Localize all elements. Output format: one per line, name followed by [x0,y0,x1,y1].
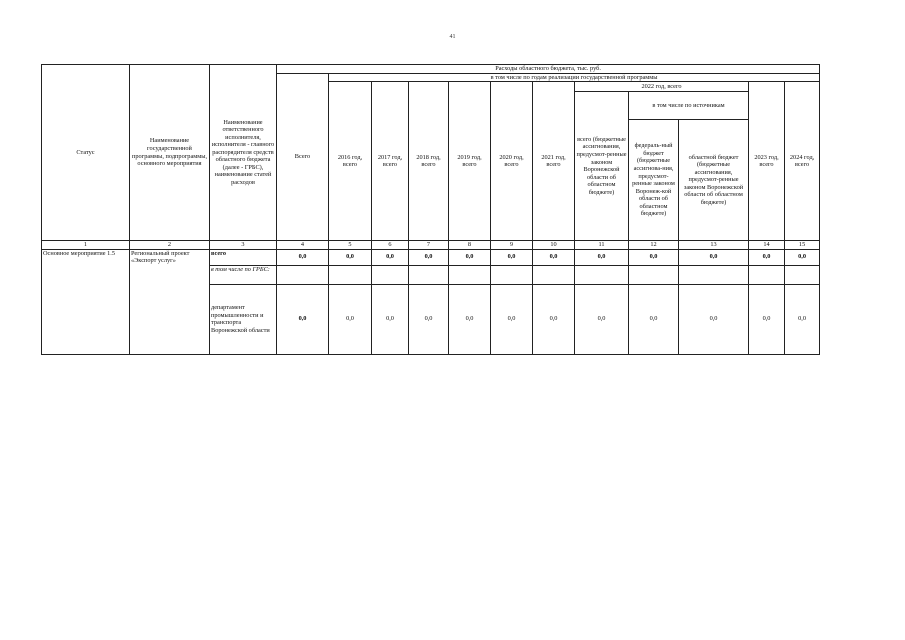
page-number: 41 [449,34,456,40]
value-cell: 0,0 [491,249,533,265]
row-department-label: департамент промышленности и транспорта Воронежской области [210,284,277,354]
column-number: 14 [749,241,785,250]
column-number: 7 [409,241,449,250]
value-cell: 0,0 [449,249,491,265]
value-cell: 0,0 [449,284,491,354]
value-cell: 0,0 [575,249,629,265]
value-cell: 0,0 [629,284,679,354]
column-number: 6 [372,241,409,250]
header-by-years: в том числе по годам реализации государственной программы [329,73,820,82]
column-number: 1 [42,241,130,250]
column-number: 15 [785,241,820,250]
header-status: Статус [42,65,130,241]
column-number: 13 [679,241,749,250]
column-number: 10 [533,241,575,250]
column-number: 3 [210,241,277,250]
column-number: 4 [277,241,329,250]
value-cell: 0,0 [575,284,629,354]
value-cell: 0,0 [533,284,575,354]
header-2019: 2019 год, всего [449,82,491,241]
table-row [42,249,820,265]
column-number: 5 [329,241,372,250]
column-number: 8 [449,241,491,250]
value-cell: 0,0 [785,284,820,354]
header-by-sources: в том числе по источникам [629,92,749,120]
column-number: 12 [629,241,679,250]
value-cell: 0,0 [372,284,409,354]
header-expenses-title: Расходы областного бюджета, тыс. руб. [277,65,820,74]
column-numbers-row [42,241,820,250]
value-cell: 0,0 [409,249,449,265]
header-2024: 2024 год, всего [785,82,820,241]
header-regional: областной бюджет (бюджетные ассигнования, предусмот-ренные законом Воронежской области об областном бюджете) [679,120,749,241]
header-2021: 2021 год, всего [533,82,575,241]
row-total-label: всего [210,249,277,265]
value-cell: 0,0 [329,284,372,354]
value-cell: 0,0 [749,249,785,265]
header-2023: 2023 год, всего [749,82,785,241]
header-2018: 2018 год, всего [409,82,449,241]
header-2016: 2016 год, всего [329,82,372,241]
header-2022-total: всего (бюджетные ассигнования, предусмот-ренные законом Воронежской области об областном бюджете) [575,92,629,241]
header-executor: Наименование ответственного исполнителя, исполнителя - главного распорядителя средств областного бюджета (далее - ГРБС), наименование статей расходов [210,65,277,241]
value-cell: 0,0 [491,284,533,354]
column-number: 9 [491,241,533,250]
column-number: 2 [130,241,210,250]
header-2017: 2017 год, всего [372,82,409,241]
value-cell: 0,0 [679,249,749,265]
header-total: Всего [277,73,329,241]
value-cell: 0,0 [329,249,372,265]
value-cell: 0,0 [785,249,820,265]
header-program-name: Наименование государственной программы, подпрограммы, основного мероприятия [130,65,210,241]
value-cell: 0,0 [629,249,679,265]
value-cell: 0,0 [277,249,329,265]
header-federal: федераль-ный бюджет (бюджетные ассигнова-ния, предусмот-ренные законом Воронеж-кой области об областном бюджете) [629,120,679,241]
value-cell: 0,0 [533,249,575,265]
value-cell: 0,0 [749,284,785,354]
value-cell: 0,0 [372,249,409,265]
header-2022: 2022 год, всего [575,82,749,92]
value-cell: 0,0 [277,284,329,354]
budget-table [41,64,820,355]
column-number: 11 [575,241,629,250]
value-cell: 0,0 [679,284,749,354]
row-including-label: в том числе по ГРБС: [210,265,277,284]
row-project-name: Региональный проект «Экспорт услуг» [130,249,210,354]
row-status: Основное мероприятие 1.5 [42,249,130,354]
header-2020: 2020 год, всего [491,82,533,241]
value-cell: 0,0 [409,284,449,354]
